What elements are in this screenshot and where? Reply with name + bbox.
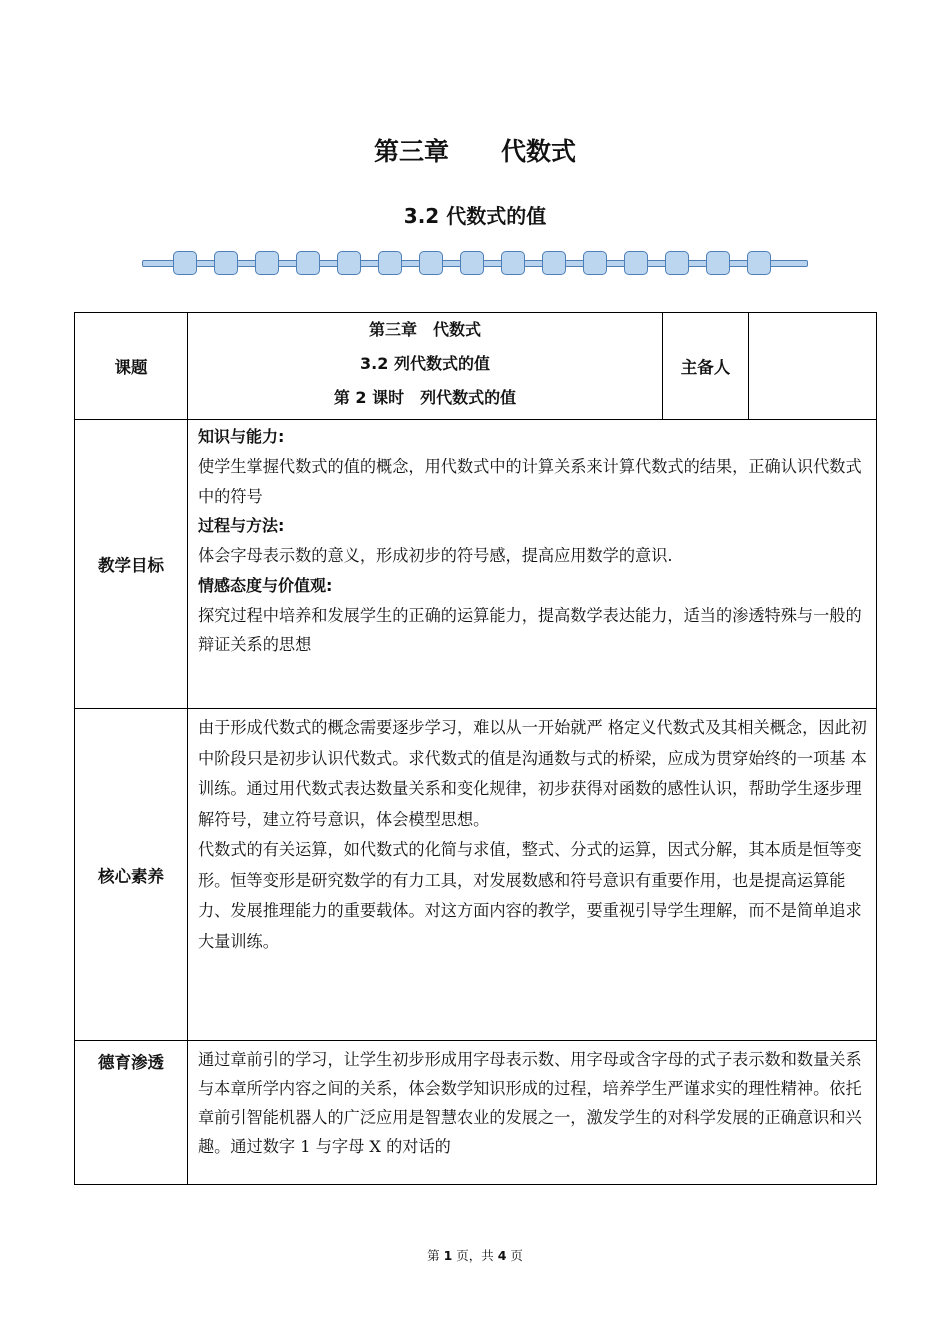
moral-label: 德育渗透 xyxy=(75,1041,188,1185)
chain-link xyxy=(665,251,689,275)
topic-value xyxy=(188,313,663,420)
chain-link xyxy=(419,251,443,275)
chapter-title xyxy=(0,132,950,168)
chain-link xyxy=(501,251,525,275)
process-heading: 过程与方法: xyxy=(198,516,285,535)
lesson-plan-table xyxy=(74,312,877,1185)
core-paragraph-1: 由于形成代数式的概念需要逐步学习，难以从一开始就严 格定义代数式及其相关概念，因此初中阶段只是初步认识代数式。求代数式的值是沟通数与式的桥梁，应成为贯穿始终的一项基 本训练。通过用代数式表达数量关系和变化规律，初步获得对函数的感性认识，帮助学生逐步理解符号，建立符号意识，体会模型思想。 xyxy=(198,718,867,829)
chapter-name: 代数式 xyxy=(501,137,577,166)
chain-link xyxy=(378,251,402,275)
topic-line-chapter: 第三章 代数式 xyxy=(368,320,481,339)
emotion-heading: 情感态度与价值观: xyxy=(198,575,333,595)
topic-row xyxy=(75,313,877,420)
total-pages-number: 4 xyxy=(497,1248,507,1263)
decorative-chain-divider xyxy=(142,250,808,278)
core-label: 核心素养 xyxy=(75,709,188,1041)
core-row xyxy=(75,709,877,1041)
preparer-label: 主备人 xyxy=(663,313,749,420)
moral-content xyxy=(188,1041,877,1185)
goals-row xyxy=(75,420,877,709)
core-content xyxy=(188,709,877,1041)
emotion-text: 探究过程中培养和发展学生的正确的运算能力，提高数学表达能力，适当的渗透特殊与一般的辩证关系的思想 xyxy=(198,605,862,654)
moral-text: 通过章前引的学习，让学生初步形成用字母表示数、用字母或含字母的式子表示数和数量关系与本章所学内容之间的关系，体会数学知识形成的过程，培养学生严谨求实的理性精神。依托章前引智能机器人的广泛应用是智慧农业的发展之一，激发学生的对科学发展的正确意识和兴趣。通过数字 1 与字母 X 的对话的 xyxy=(198,1050,862,1156)
chain-link xyxy=(624,251,648,275)
current-page-number: 1 xyxy=(443,1248,453,1263)
knowledge-text: 使学生掌握代数式的值的概念，用代数式中的计算关系来计算代数式的结果，正确认识代数式中的符号 xyxy=(198,457,862,506)
chain-link xyxy=(747,251,771,275)
core-paragraph-2: 代数式的有关运算，如代数式的化简与求值，整式、分式的运算，因式分解，其本质是恒等变形。恒等变形是研究数学的有力工具，对发展数感和符号意识有重要作用，也是提高运算能力、发展推理能力的重要载体。对这方面内容的教学，要重视引导学生理解，而不是简单追求大量训练。 xyxy=(198,840,862,951)
moral-row xyxy=(75,1041,877,1185)
preparer-value xyxy=(749,313,877,420)
section-title: 3.2 代数式的值 xyxy=(403,204,547,228)
page-footer xyxy=(0,1246,950,1264)
footer-suffix: 页 xyxy=(506,1248,523,1263)
knowledge-heading: 知识与能力: xyxy=(198,427,285,446)
chain-link xyxy=(214,251,238,275)
process-text: 体会字母表示数的意义，形成初步的符号感，提高应用数学的意识. xyxy=(198,546,673,565)
topic-line-section: 3.2 列代数式的值 xyxy=(360,354,490,373)
chain-link xyxy=(706,251,730,275)
chain-link xyxy=(583,251,607,275)
footer-middle: 页，共 xyxy=(452,1248,498,1263)
footer-prefix: 第 xyxy=(427,1248,444,1263)
chain-link xyxy=(337,251,361,275)
topic-line-lesson: 第 2 课时 列代数式的值 xyxy=(333,388,517,407)
goals-label: 教学目标 xyxy=(75,420,188,709)
topic-label: 课题 xyxy=(75,313,188,420)
goals-content xyxy=(188,420,877,709)
chain-link xyxy=(296,251,320,275)
chain-link xyxy=(255,251,279,275)
chain-link xyxy=(542,251,566,275)
chain-link xyxy=(460,251,484,275)
chapter-number: 第三章 xyxy=(373,137,449,166)
chain-link xyxy=(173,251,197,275)
